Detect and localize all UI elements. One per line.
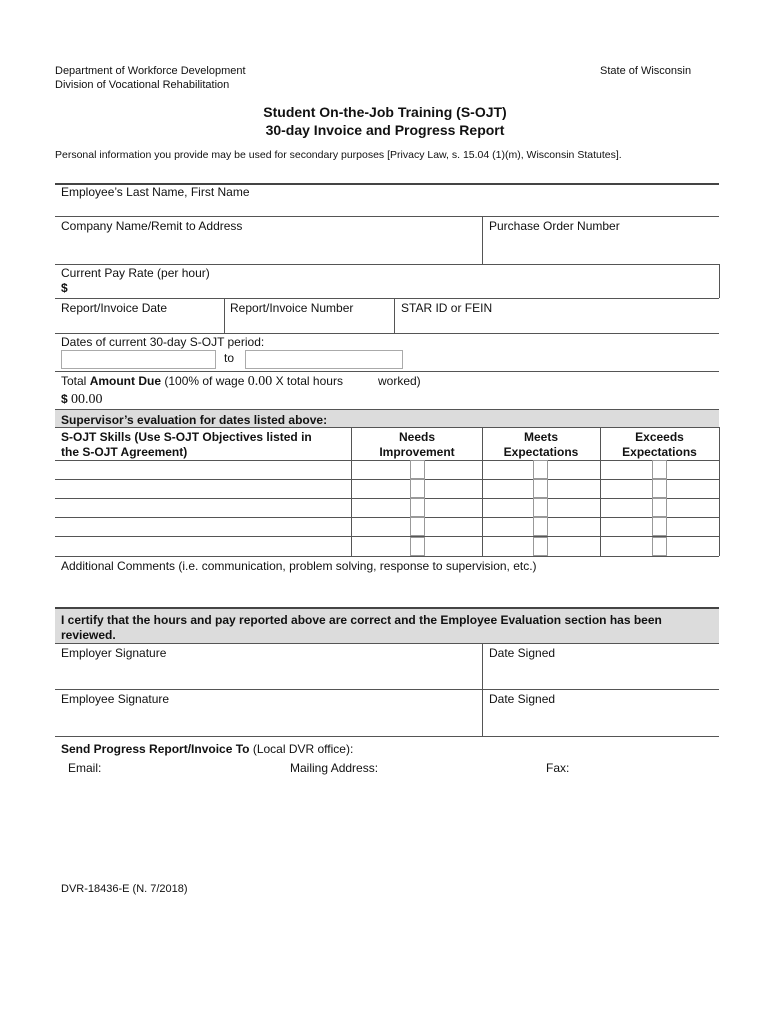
worked-label: worked) [378,374,421,388]
certify-text-line2: reviewed. [61,628,116,642]
divider [719,427,720,556]
exceeds-header-line1: Exceeds [635,430,684,444]
employee-name-label: Employee’s Last Name, First Name [61,185,250,199]
total-prefix: Total [61,374,90,388]
certify-text-line1: I certify that the hours and pay reported above are correct and the Employee Evaluation section has been [61,613,662,627]
employer-signature-label: Employer Signature [61,646,167,660]
needs-checkbox-1[interactable] [410,460,425,479]
employer-date-label: Date Signed [489,646,556,660]
wage-value[interactable]: 0.00 [247,374,273,389]
department-name: Department of Workforce Development [55,65,246,77]
rule [55,298,719,299]
table-row [55,517,719,518]
needs-checkbox-2[interactable] [410,479,425,498]
amount-due-text: Amount Due [89,374,162,388]
privacy-notice: Personal information you provide may be used for secondary purposes [Privacy Law, s. 15.04 (1)(m), Wisconsin Statutes]. [55,149,622,161]
needs-header-line2: Improvement [379,445,455,459]
total-mid: (100% of wage [161,374,248,388]
table-row [55,498,719,499]
to-label: to [224,351,235,365]
amount-dollar: $ [61,392,68,406]
table-row [55,479,719,480]
report-date-label: Report/Invoice Date [61,301,168,315]
table-row [55,556,719,557]
skills-header-line1: S-OJT Skills (Use S-OJT Objectives listed in [61,430,312,444]
period-start-input[interactable] [61,350,216,369]
rule [55,409,719,410]
meets-checkbox-5[interactable] [533,537,548,556]
divider [482,216,483,264]
exceeds-checkbox-3[interactable] [652,498,667,517]
po-number-label: Purchase Order Number [489,219,620,233]
needs-checkbox-4[interactable] [410,517,425,536]
employee-signature-label: Employee Signature [61,692,170,706]
meets-checkbox-2[interactable] [533,479,548,498]
rule [55,689,719,690]
form-id: DVR-18436-E (N. 7/2018) [61,883,188,895]
rule [55,264,719,265]
divider [224,298,225,333]
divider [719,264,720,298]
additional-comments-label: Additional Comments (i.e. communication, problem solving, response to supervision, etc.) [61,559,537,573]
form-title-line2: 30-day Invoice and Progress Report [265,122,505,138]
rule [55,216,719,217]
fax-label: Fax: [546,761,570,775]
rule [55,371,719,372]
pay-rate-label: Current Pay Rate (per hour) [61,266,210,280]
exceeds-checkbox-5[interactable] [652,537,667,556]
table-row [55,460,719,461]
email-label: Email: [68,761,102,775]
needs-header-line1: Needs [398,430,436,444]
table-row [55,536,719,537]
total-amount-label [61,374,343,390]
evaluation-header: Supervisor’s evaluation for dates listed above: [61,413,328,427]
star-id-label: STAR ID or FEIN [401,301,493,315]
form-title-line1: Student On-the-Job Training (S-OJT) [263,104,507,120]
needs-checkbox-3[interactable] [410,498,425,517]
send-to-bold: Send Progress Report/Invoice To [61,742,250,756]
mailing-address-label: Mailing Address: [290,761,379,775]
report-number-label: Report/Invoice Number [230,301,354,315]
meets-header-line1: Meets [523,430,558,444]
rule [55,607,719,609]
state-name: State of Wisconsin [600,65,692,77]
rule [55,643,719,644]
send-to-rest: (Local DVR office): [249,742,354,756]
pay-rate-dollar: $ [61,281,68,295]
needs-checkbox-5[interactable] [410,537,425,556]
amount-value[interactable]: 00.00 [71,392,103,407]
total-suffix: X total hours [272,374,343,388]
exceeds-header-line2: Expectations [622,445,697,459]
period-end-input[interactable] [245,350,403,369]
exceeds-checkbox-1[interactable] [652,460,667,479]
meets-checkbox-1[interactable] [533,460,548,479]
rule [55,427,719,428]
skills-header-line2: the S-OJT Agreement) [61,445,188,459]
employee-date-label: Date Signed [489,692,556,706]
amount-due-value[interactable] [61,392,103,408]
meets-checkbox-3[interactable] [533,498,548,517]
company-label: Company Name/Remit to Address [61,219,243,233]
divider [482,643,483,737]
dates-period-label: Dates of current 30-day S-OJT period: [61,335,265,349]
meets-checkbox-4[interactable] [533,517,548,536]
meets-header-line2: Expectations [503,445,579,459]
rule [55,736,719,737]
division-name: Division of Vocational Rehabilitation [55,79,230,91]
rule [55,333,719,334]
exceeds-checkbox-2[interactable] [652,479,667,498]
divider [394,298,395,333]
exceeds-checkbox-4[interactable] [652,517,667,536]
send-to-label [61,742,353,756]
